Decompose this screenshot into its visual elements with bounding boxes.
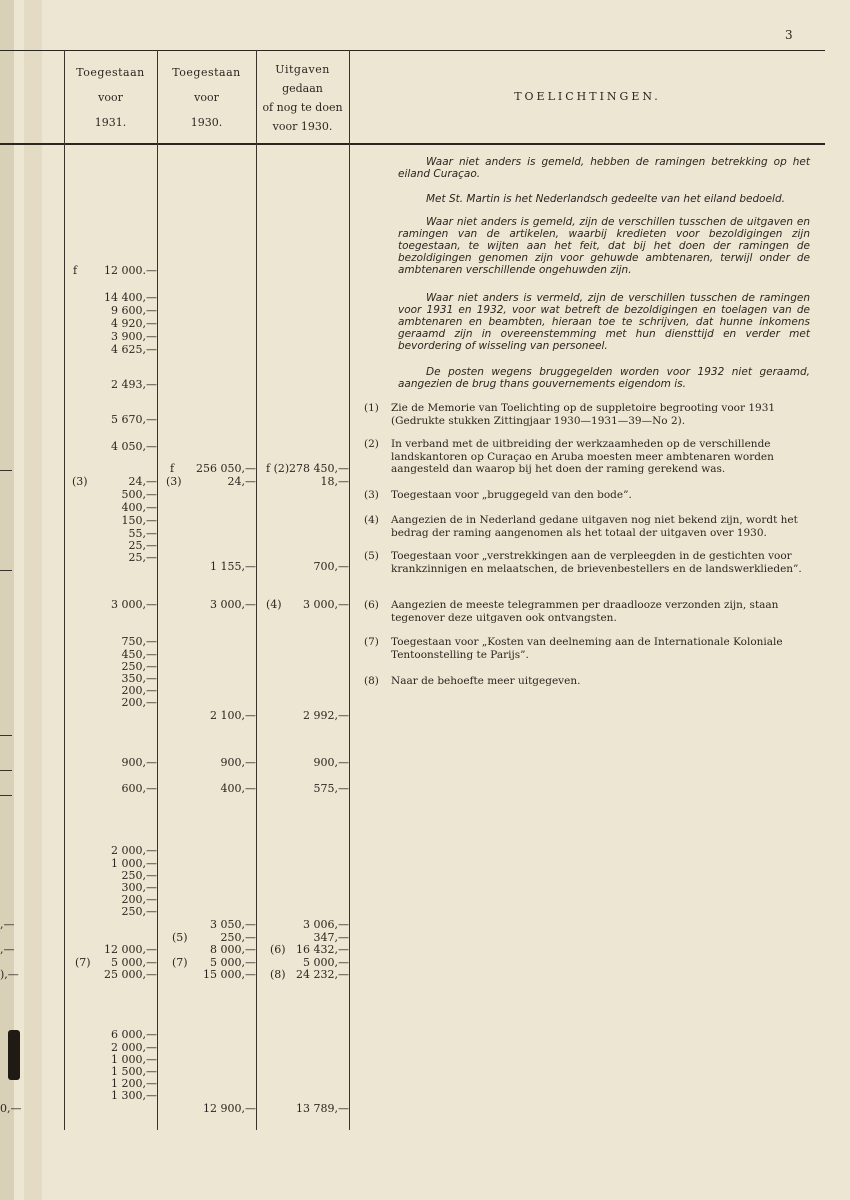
amount-uitgaven: 24 232,— — [296, 968, 349, 981]
currency-mark: f — [73, 264, 78, 277]
amount-1931: 250,— — [121, 869, 157, 882]
amount-1931: 3 900,— — [111, 330, 157, 343]
header-col-1930: Toegestaan voor 1930. — [172, 66, 241, 129]
amount-1931: 600,— — [121, 782, 157, 795]
amount-1930: 1 155,— — [210, 560, 256, 573]
amount-1931: 4 625,— — [111, 343, 157, 356]
note-ref: (3) — [166, 475, 182, 488]
amount-1930-total: 12 900,— — [203, 1102, 256, 1115]
col-rule-4 — [349, 50, 350, 1130]
italic-paragraph: Waar niet anders is gemeld, hebben de ramingen betrekking op het eiland Curaçao. — [398, 156, 810, 180]
amount-uitgaven: 5 000,— — [303, 956, 349, 969]
italic-paragraph: Waar niet anders is vermeld, zijn de verschillen tusschen de ramingen voor 1931 en 1932, voor wat betreft de bezoldigingen en toelagen van de ambtenaren en beambten, hieraan toe te schrijven, dat hunne inkomens geraamd zijn in overeenstemming met hun diensttijd en verder met bevordering of wisseling van personeel. — [398, 292, 810, 352]
amount-uitgaven: 3 000,— — [303, 598, 349, 611]
amount-1931: 25 000,— — [104, 968, 157, 981]
note-text: In verband met de uitbreiding der werkzaamheden op de verschillende landskantoren op Curaçao en Aruba moesten meer ambtenaren worden aangesteld dan waarop bij het doen der raming gerekend was. — [391, 438, 774, 475]
note-ref: (4) — [266, 598, 282, 611]
currency-note-ref: f (2) — [266, 462, 290, 475]
italic-paragraph: De posten wegens bruggegelden worden voor 1932 niet geraamd, aangezien de brug thans gouvernements eigendom is. — [398, 366, 810, 390]
note-number: (7) — [364, 636, 379, 648]
amount-uitgaven: 347,— — [313, 931, 349, 944]
amount-uitgaven: 3 006,— — [303, 918, 349, 931]
amount-1931: 2 000,— — [111, 1041, 157, 1054]
col-rule-1 — [64, 50, 65, 1130]
page-number: 3 — [785, 28, 793, 42]
amount-uitgaven: 900,— — [313, 756, 349, 769]
edge-fragment: ,— — [0, 918, 15, 931]
header-rule — [0, 143, 825, 145]
col-rule-3 — [256, 50, 257, 1130]
note-ref: (7) — [172, 956, 188, 969]
amount-1931: 1 000,— — [111, 857, 157, 870]
amount-1931: 25,— — [128, 539, 157, 552]
edge-dash — [0, 770, 12, 771]
amount-1931: 400,— — [121, 501, 157, 514]
note-ref: (3) — [72, 475, 88, 488]
amount-1931: 4 920,— — [111, 317, 157, 330]
amount-uitgaven: 18,— — [320, 475, 349, 488]
amount-1931: 5 670,— — [111, 413, 157, 426]
amount-1930: 24,— — [227, 475, 256, 488]
amount-1931: 9 600,— — [111, 304, 157, 317]
edge-fragment: ,— — [0, 943, 15, 956]
binding-fold — [24, 0, 42, 1200]
amount-1930: 3 000,— — [210, 598, 256, 611]
edge-fragment: 0,— — [0, 1102, 22, 1115]
amount-1931: 750,— — [121, 635, 157, 648]
edge-fragment: ),— — [0, 968, 19, 981]
toelichtingen-heading: TOELICHTINGEN. — [514, 90, 661, 103]
amount-1931: 4 050,— — [111, 440, 157, 453]
italic-paragraph: Met St. Martin is het Nederlandsch gedeelte van het eiland bedoeld. — [426, 193, 785, 205]
amount-1930: 256 050,— — [196, 462, 256, 475]
binding-tear — [8, 1030, 20, 1080]
note-number: (1) — [364, 402, 379, 414]
amount-1931: 3 000,— — [111, 598, 157, 611]
note-text: Zie de Memorie van Toelichting op de suppletoire begrooting voor 1931 (Gedrukte stukken Zittingjaar 1930—1931—39—No 2). — [391, 402, 776, 427]
note-number: (5) — [364, 550, 379, 562]
amount-1931: 200,— — [121, 696, 157, 709]
note-number: (6) — [364, 599, 379, 611]
amount-1931: 2 493,— — [111, 378, 157, 391]
amount-1931: 300,— — [121, 881, 157, 894]
amount-1930: 2 100,— — [210, 709, 256, 722]
amount-1931: 350,— — [121, 672, 157, 685]
note-number: (3) — [364, 489, 379, 501]
amount-1930: 900,— — [220, 756, 256, 769]
amount-1931: 250,— — [121, 905, 157, 918]
currency-mark: f — [170, 462, 175, 475]
note-text: Naar de behoefte meer uitgegeven. — [391, 675, 581, 687]
amount-1931: 12 000.— — [104, 264, 157, 277]
amount-uitgaven: 575,— — [313, 782, 349, 795]
amount-1930: 400,— — [220, 782, 256, 795]
top-rule — [0, 50, 825, 51]
amount-1931: 150,— — [121, 514, 157, 527]
italic-paragraph: Waar niet anders is gemeld, zijn de verschillen tusschen de uitgaven en ramingen van de artikelen, waarbij kredieten voor bezoldigingen zijn toegestaan, te wijten aan het feit, dat bij het doen der ramingen de bezoldigingen genomen zijn voor gehuwde ambtenaren, terwijl onder de ambtenaren verschillende ongehuwden zijn. — [398, 216, 810, 276]
amount-1931: 25,— — [128, 551, 157, 564]
left-page-edge — [0, 0, 14, 1200]
amount-uitgaven: 16 432,— — [296, 943, 349, 956]
amount-1931: 250,— — [121, 660, 157, 673]
amount-uitgaven: 278 450,— — [289, 462, 349, 475]
header-col-1931: Toegestaan voor 1931. — [76, 66, 145, 129]
note-number: (8) — [364, 675, 379, 687]
amount-uitgaven: 2 992,— — [303, 709, 349, 722]
amount-uitgaven-total: 13 789,— — [296, 1102, 349, 1115]
amount-uitgaven: 700,— — [313, 560, 349, 573]
amount-1931: 200,— — [121, 893, 157, 906]
amount-1930: 5 000,— — [210, 956, 256, 969]
col-rule-2 — [157, 50, 158, 1130]
amount-1931: 12 000,— — [104, 943, 157, 956]
amount-1931: 900,— — [121, 756, 157, 769]
note-text: Toegestaan voor „verstrekkingen aan de verpleegden in de gestichten voor krankzinnigen en melaatschen, de brievenbestellers en de landswerklieden”. — [391, 550, 802, 575]
edge-dash — [0, 795, 12, 796]
edge-dash — [0, 570, 12, 571]
amount-1930: 3 050,— — [210, 918, 256, 931]
note-ref: (5) — [172, 931, 188, 944]
amount-1931: 1 300,— — [111, 1089, 157, 1102]
note-ref: (7) — [75, 956, 91, 969]
note-text: Toegestaan voor „bruggegeld van den bode”. — [391, 489, 632, 501]
amount-1931: 450,— — [121, 648, 157, 661]
note-number: (4) — [364, 514, 379, 526]
amount-1931: 1 000,— — [111, 1053, 157, 1066]
note-ref: (6) — [270, 943, 286, 956]
note-ref: (8) — [270, 968, 286, 981]
amount-1930: 250,— — [220, 931, 256, 944]
amount-1930: 15 000,— — [203, 968, 256, 981]
note-text: Aangezien de meeste telegrammen per draadlooze verzonden zijn, staan tegenover deze uitgaven ook ontvangsten. — [391, 599, 779, 624]
amount-1931: 200,— — [121, 684, 157, 697]
note-text: Aangezien de in Nederland gedane uitgaven nog niet bekend zijn, wordt het bedrag der raming aangenomen als het totaal der uitgaven over 1930. — [391, 514, 798, 539]
amount-1930: 8 000,— — [210, 943, 256, 956]
note-number: (2) — [364, 438, 379, 450]
amount-1931: 14 400,— — [104, 291, 157, 304]
amount-1931: 2 000,— — [111, 844, 157, 857]
note-text: Toegestaan voor „Kosten van deelneming aan de Internationale Koloniale Tentoonstelling te Parijs”. — [391, 636, 783, 661]
header-col-uitgaven: Uitgaven gedaan of nog te doen voor 1930. — [262, 63, 343, 133]
amount-1931: 5 000,— — [111, 956, 157, 969]
edge-dash — [0, 735, 12, 736]
amount-1931: 55,— — [128, 527, 157, 540]
edge-dash — [0, 470, 12, 471]
amount-1931: 500,— — [121, 488, 157, 501]
amount-1931: 24,— — [128, 475, 157, 488]
amount-1931: 1 200,— — [111, 1077, 157, 1090]
amount-1931: 6 000,— — [111, 1028, 157, 1041]
amount-1931: 1 500,— — [111, 1065, 157, 1078]
